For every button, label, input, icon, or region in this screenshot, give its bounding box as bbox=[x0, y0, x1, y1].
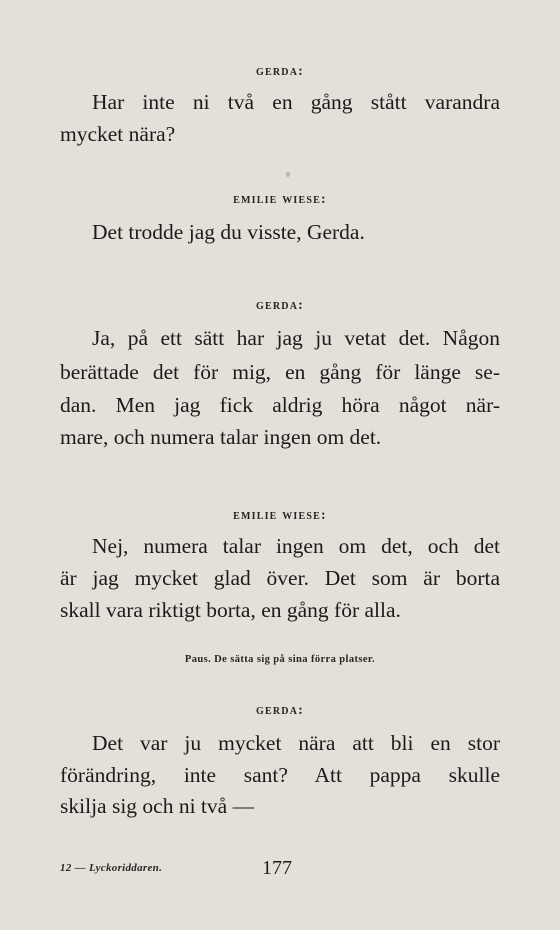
stage-direction: Paus. De sätta sig på sina förra platser. bbox=[184, 654, 376, 665]
dialogue-line: skilja sig och ni två — bbox=[60, 794, 255, 818]
dialogue-line: är jag mycket glad över. Det som är borta bbox=[60, 566, 500, 590]
dialogue-line: mycket nära? bbox=[60, 122, 176, 146]
dialogue-line: Det trodde jag du visste, Gerda. bbox=[92, 220, 365, 244]
page-number: 177 bbox=[262, 857, 292, 879]
dialogue-line: mare, och numera talar ingen om det. bbox=[60, 425, 382, 449]
dialogue-line: Ja, på ett sätt har jag ju vetat det. Någon bbox=[92, 326, 500, 350]
dialogue-line: skall vara riktigt borta, en gång för alla. bbox=[60, 598, 401, 622]
dialogue-line: dan. Men jag fick aldrig höra något när- bbox=[60, 393, 500, 417]
speaker-name: gerda: bbox=[256, 298, 304, 313]
speaker-name: gerda: bbox=[256, 64, 304, 79]
printer-signature: 12 — Lyckoriddaren. bbox=[60, 862, 163, 874]
dialogue-line: förändring, inte sant? Att pappa skulle bbox=[60, 763, 500, 787]
print-speck bbox=[286, 172, 290, 177]
dialogue-line: Har inte ni två en gång stått varandra bbox=[92, 90, 500, 114]
speaker-name: gerda: bbox=[256, 703, 304, 718]
speaker-name: emilie wiese: bbox=[233, 508, 327, 523]
dialogue-line: Det var ju mycket nära att bli en stor bbox=[92, 731, 500, 755]
dialogue-line: Nej, numera talar ingen om det, och det bbox=[92, 534, 500, 558]
speaker-name: emilie wiese: bbox=[233, 192, 327, 207]
dialogue-line: berättade det för mig, en gång för länge se- bbox=[60, 360, 500, 384]
